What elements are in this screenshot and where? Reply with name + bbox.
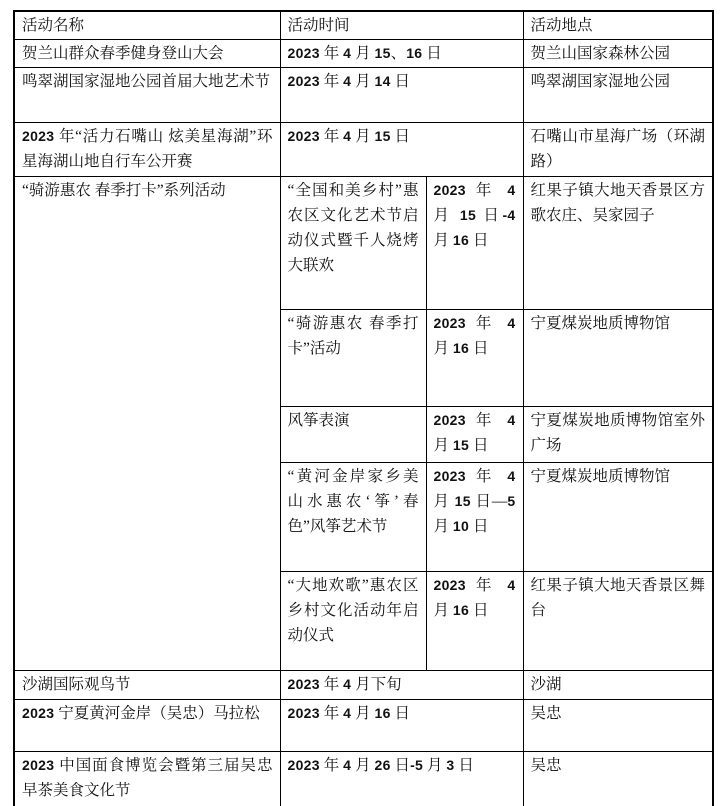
column-header-activity-name: 活动名称 xyxy=(14,11,280,40)
sub-activity-time-cell: 2023 年 4 月 15 日-4 月 16 日 xyxy=(426,177,523,310)
activity-time-cell: 2023 年 4 月 14 日 xyxy=(280,68,523,123)
activity-location-cell: 鸣翠湖国家湿地公园 xyxy=(523,68,713,123)
table-row xyxy=(14,40,713,68)
sub-activity-time-cell: 2023 年 4 月 15 日—5 月 10 日 xyxy=(426,463,523,572)
sub-activity-name-cell: “黄河金岸家乡美 山水惠农‘筝’春色”风筝艺术节 xyxy=(280,463,426,572)
sub-activity-name-cell: “全国和美乡村”惠农区文化艺术节启动仪式暨千人烧烤大联欢 xyxy=(280,177,426,310)
activity-time-cell: 2023 年 4 月 15 日 xyxy=(280,123,523,177)
sub-activity-location-cell: 宁夏煤炭地质博物馆室外广场 xyxy=(523,407,713,463)
table-row xyxy=(14,671,713,700)
activity-name-cell: 2023 中国面食博览会暨第三届吴忠早茶美食文化节 xyxy=(14,752,280,806)
sub-activity-name-cell: “大地欢歌”惠农区乡村文化活动年启动仪式 xyxy=(280,572,426,671)
sub-activity-time-cell: 2023 年 4 月 16 日 xyxy=(426,572,523,671)
activity-name-cell: 贺兰山群众春季健身登山大会 xyxy=(14,40,280,68)
activity-time-cell: 2023 年 4 月下旬 xyxy=(280,671,523,700)
table-row xyxy=(14,68,713,123)
sub-activity-location-cell: 红果子镇大地天香景区舞台 xyxy=(523,572,713,671)
table-row xyxy=(14,700,713,752)
activities-table xyxy=(13,10,714,806)
activity-name-cell: 鸣翠湖国家湿地公园首届大地艺术节 xyxy=(14,68,280,123)
activity-location-cell: 贺兰山国家森林公园 xyxy=(523,40,713,68)
sub-activity-location-cell: 宁夏煤炭地质博物馆 xyxy=(523,310,713,407)
sub-activity-name-cell: “骑游惠农 春季打卡”活动 xyxy=(280,310,426,407)
activity-location-cell: 吴忠 xyxy=(523,752,713,806)
table-row xyxy=(14,752,713,806)
activity-name-cell: “骑游惠农 春季打卡”系列活动 xyxy=(14,177,280,671)
sub-activity-time-cell: 2023 年 4 月 15 日 xyxy=(426,407,523,463)
activity-time-cell: 2023 年 4 月 26 日-5 月 3 日 xyxy=(280,752,523,806)
activity-time-cell: 2023 年 4 月 16 日 xyxy=(280,700,523,752)
activity-location-cell: 石嘴山市星海广场（环湖路） xyxy=(523,123,713,177)
column-header-activity-time: 活动时间 xyxy=(280,11,523,40)
sub-activity-location-cell: 宁夏煤炭地质博物馆 xyxy=(523,463,713,572)
activity-name-cell: 2023 年“活力石嘴山 炫美星海湖”环星海湖山地自行车公开赛 xyxy=(14,123,280,177)
sub-activity-name-cell: 风筝表演 xyxy=(280,407,426,463)
activity-location-cell: 沙湖 xyxy=(523,671,713,700)
table-row xyxy=(14,123,713,177)
sub-activity-time-cell: 2023 年 4 月 16 日 xyxy=(426,310,523,407)
sub-activity-location-cell: 红果子镇大地天香景区方歌农庄、吴家园子 xyxy=(523,177,713,310)
activity-name-cell: 2023 宁夏黄河金岸（吴忠）马拉松 xyxy=(14,700,280,752)
table-header-row xyxy=(14,11,713,40)
column-header-activity-location: 活动地点 xyxy=(523,11,713,40)
activity-location-cell: 吴忠 xyxy=(523,700,713,752)
activity-time-cell: 2023 年 4 月 15、16 日 xyxy=(280,40,523,68)
table-row xyxy=(14,177,713,310)
activity-name-cell: 沙湖国际观鸟节 xyxy=(14,671,280,700)
